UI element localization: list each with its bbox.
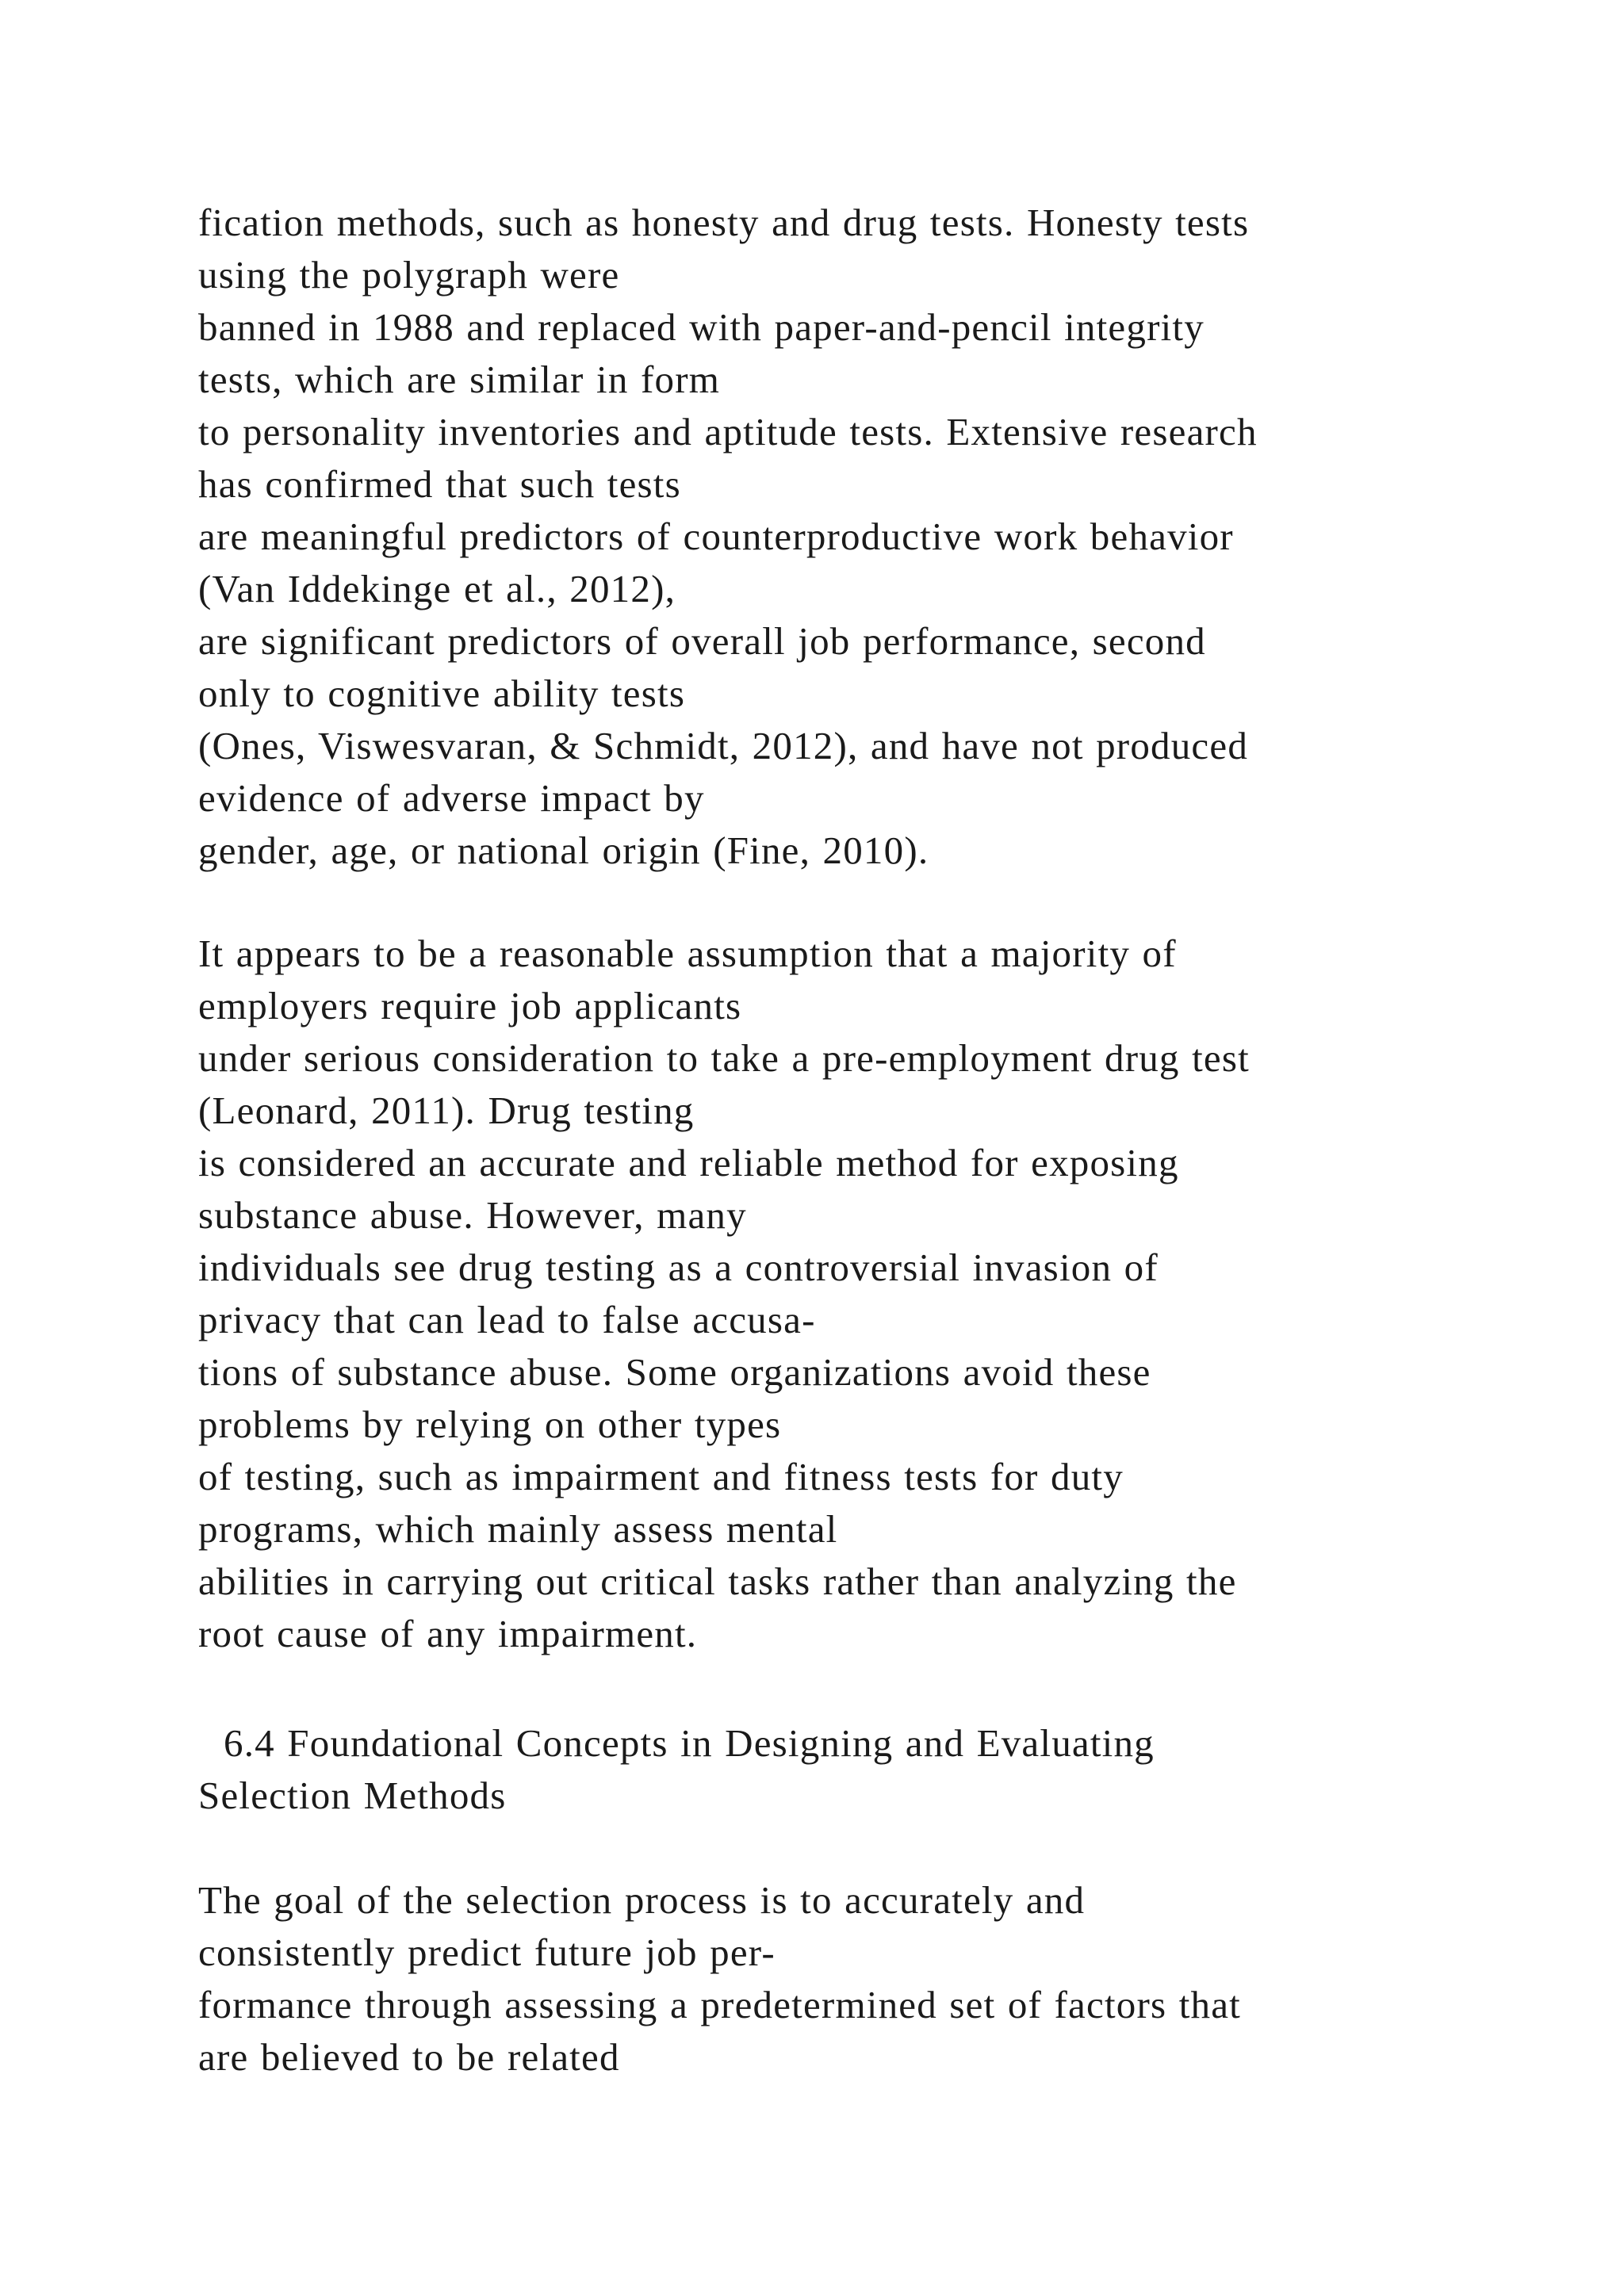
text-line: privacy that can lead to false accusa-	[198, 1298, 816, 1341]
text-line: abilities in carrying out critical tasks rather than analyzing the	[198, 1559, 1237, 1603]
text-line: fication methods, such as honesty and drug tests. Honesty tests	[198, 201, 1250, 244]
text-line: is considered an accurate and reliable method for exposing	[198, 1141, 1179, 1184]
text-line: tions of substance abuse. Some organizations avoid these	[198, 1350, 1151, 1394]
text-line: It appears to be a reasonable assumption that a majority of	[198, 932, 1177, 975]
text-line: under serious consideration to take a pre-employment drug test	[198, 1036, 1250, 1080]
text-line: tests, which are similar in form	[198, 358, 721, 401]
text-line: problems by relying on other types	[198, 1402, 782, 1446]
text-line: using the polygraph were	[198, 253, 620, 297]
text-line: are believed to be related	[198, 2035, 620, 2079]
section-heading	[198, 1717, 1546, 1822]
text-line: gender, age, or national origin (Fine, 2010).	[198, 828, 929, 872]
text-line: of testing, such as impairment and fitness tests for duty	[198, 1455, 1124, 1498]
paragraph-selection-goal	[198, 1874, 1546, 2084]
text-line: substance abuse. However, many	[198, 1193, 747, 1237]
text-line: are significant predictors of overall job performance, second	[198, 619, 1206, 663]
text-line: (Van Iddekinge et al., 2012),	[198, 567, 676, 610]
text-line: evidence of adverse impact by	[198, 776, 705, 820]
text-line: only to cognitive ability tests	[198, 672, 686, 715]
text-line: banned in 1988 and replaced with paper-and-pencil integrity	[198, 305, 1205, 349]
text-line: formance through assessing a predetermined set of factors that	[198, 1983, 1241, 2026]
text-line: employers require job applicants	[198, 984, 742, 1027]
text-line: to personality inventories and aptitude tests. Extensive research	[198, 410, 1258, 453]
text-line: The goal of the selection process is to accurately and	[198, 1878, 1086, 1922]
text-line: has confirmed that such tests	[198, 462, 681, 506]
text-line: (Leonard, 2011). Drug testing	[198, 1089, 695, 1132]
text-line: (Ones, Viswesvaran, & Schmidt, 2012), and have not produced	[198, 724, 1249, 767]
heading-line: Selection Methods	[198, 1774, 507, 1817]
paragraph-integrity-tests	[198, 197, 1546, 877]
text-line: programs, which mainly assess mental	[198, 1507, 838, 1551]
paragraph-drug-testing	[198, 928, 1546, 1660]
text-line: consistently predict future job per-	[198, 1931, 776, 1974]
text-line: are meaningful predictors of counterproductive work behavior	[198, 515, 1234, 558]
heading-line: 6.4 Foundational Concepts in Designing and Evaluating	[224, 1721, 1155, 1765]
text-line: individuals see drug testing as a controversial invasion of	[198, 1246, 1159, 1289]
text-line: root cause of any impairment.	[198, 1612, 698, 1655]
